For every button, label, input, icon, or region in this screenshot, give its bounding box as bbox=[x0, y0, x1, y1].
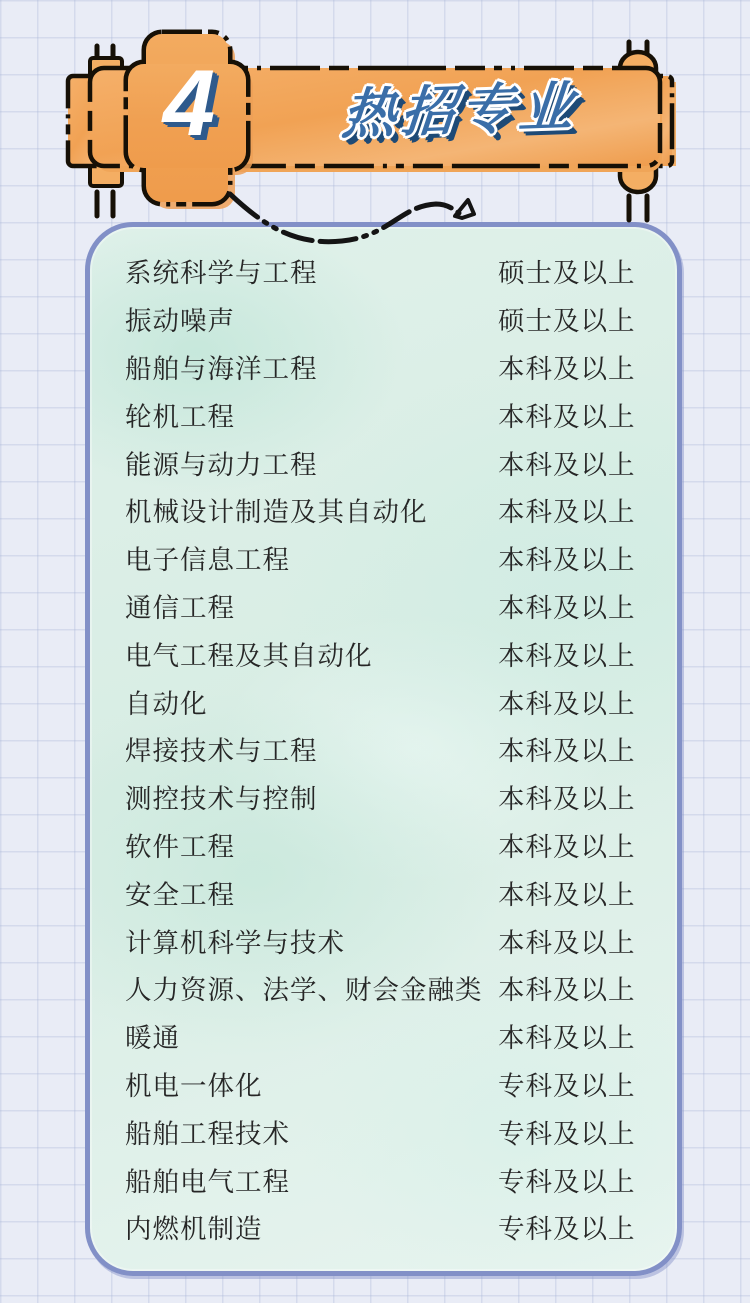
major-row bbox=[125, 390, 677, 438]
connector-squiggle-icon bbox=[230, 194, 474, 242]
major-row bbox=[125, 1060, 677, 1108]
majors-list bbox=[90, 227, 677, 1251]
major-row bbox=[125, 629, 677, 677]
major-row bbox=[125, 534, 677, 582]
major-name: 机械设计制造及其自动化 bbox=[125, 497, 428, 528]
degree-requirement: 硕士及以上 bbox=[498, 306, 636, 337]
major-name: 测控技术与控制 bbox=[125, 784, 318, 815]
degree-requirement: 本科及以上 bbox=[498, 592, 636, 623]
degree-requirement: 本科及以上 bbox=[498, 497, 636, 528]
major-row bbox=[125, 1107, 677, 1155]
major-name: 机电一体化 bbox=[125, 1070, 263, 1101]
degree-requirement: 本科及以上 bbox=[498, 831, 636, 862]
degree-requirement: 本科及以上 bbox=[498, 449, 636, 480]
major-row bbox=[125, 964, 677, 1012]
degree-requirement: 本科及以上 bbox=[498, 545, 636, 576]
major-name: 船舶电气工程 bbox=[125, 1166, 290, 1197]
major-name: 电气工程及其自动化 bbox=[125, 640, 373, 671]
major-name: 计算机科学与技术 bbox=[125, 927, 345, 958]
degree-requirement: 硕士及以上 bbox=[498, 258, 636, 289]
major-name: 振动噪声 bbox=[125, 306, 235, 337]
degree-requirement: 本科及以上 bbox=[498, 927, 636, 958]
degree-requirement: 本科及以上 bbox=[498, 736, 636, 767]
major-row bbox=[125, 725, 677, 773]
major-name: 系统科学与工程 bbox=[125, 258, 318, 289]
degree-requirement: 专科及以上 bbox=[498, 1166, 636, 1197]
major-row bbox=[125, 582, 677, 630]
major-name: 电子信息工程 bbox=[125, 545, 290, 576]
major-row bbox=[125, 295, 677, 343]
major-name: 安全工程 bbox=[125, 879, 235, 910]
degree-requirement: 本科及以上 bbox=[498, 401, 636, 432]
major-row bbox=[125, 821, 677, 869]
degree-requirement: 专科及以上 bbox=[498, 1214, 636, 1245]
major-name: 船舶与海洋工程 bbox=[125, 353, 318, 384]
degree-requirement: 本科及以上 bbox=[498, 879, 636, 910]
major-row bbox=[125, 1203, 677, 1251]
major-name: 暖通 bbox=[125, 1023, 180, 1054]
degree-requirement: 本科及以上 bbox=[498, 784, 636, 815]
degree-requirement: 本科及以上 bbox=[498, 1023, 636, 1054]
majors-card bbox=[85, 222, 682, 1276]
degree-requirement: 本科及以上 bbox=[498, 975, 636, 1006]
major-row bbox=[125, 677, 677, 725]
major-name: 内燃机制造 bbox=[125, 1214, 263, 1245]
degree-requirement: 本科及以上 bbox=[498, 688, 636, 719]
major-row bbox=[125, 773, 677, 821]
major-name: 轮机工程 bbox=[125, 401, 235, 432]
major-name: 焊接技术与工程 bbox=[125, 736, 318, 767]
major-name: 通信工程 bbox=[125, 592, 235, 623]
degree-requirement: 专科及以上 bbox=[498, 1070, 636, 1101]
major-name: 自动化 bbox=[125, 688, 208, 719]
major-row bbox=[125, 438, 677, 486]
degree-requirement: 本科及以上 bbox=[498, 353, 636, 384]
major-row bbox=[125, 1155, 677, 1203]
major-row bbox=[125, 1012, 677, 1060]
major-name: 人力资源、法学、财会金融类 bbox=[125, 975, 483, 1006]
major-row bbox=[125, 916, 677, 964]
major-row bbox=[125, 868, 677, 916]
section-number: 4 bbox=[162, 50, 212, 155]
major-row bbox=[125, 343, 677, 391]
degree-requirement: 本科及以上 bbox=[498, 640, 636, 671]
major-name: 能源与动力工程 bbox=[125, 449, 318, 480]
degree-requirement: 专科及以上 bbox=[498, 1118, 636, 1149]
major-row bbox=[125, 486, 677, 534]
banner-title: 热招专业 bbox=[339, 76, 581, 146]
major-name: 船舶工程技术 bbox=[125, 1118, 290, 1149]
major-name: 软件工程 bbox=[125, 831, 235, 862]
